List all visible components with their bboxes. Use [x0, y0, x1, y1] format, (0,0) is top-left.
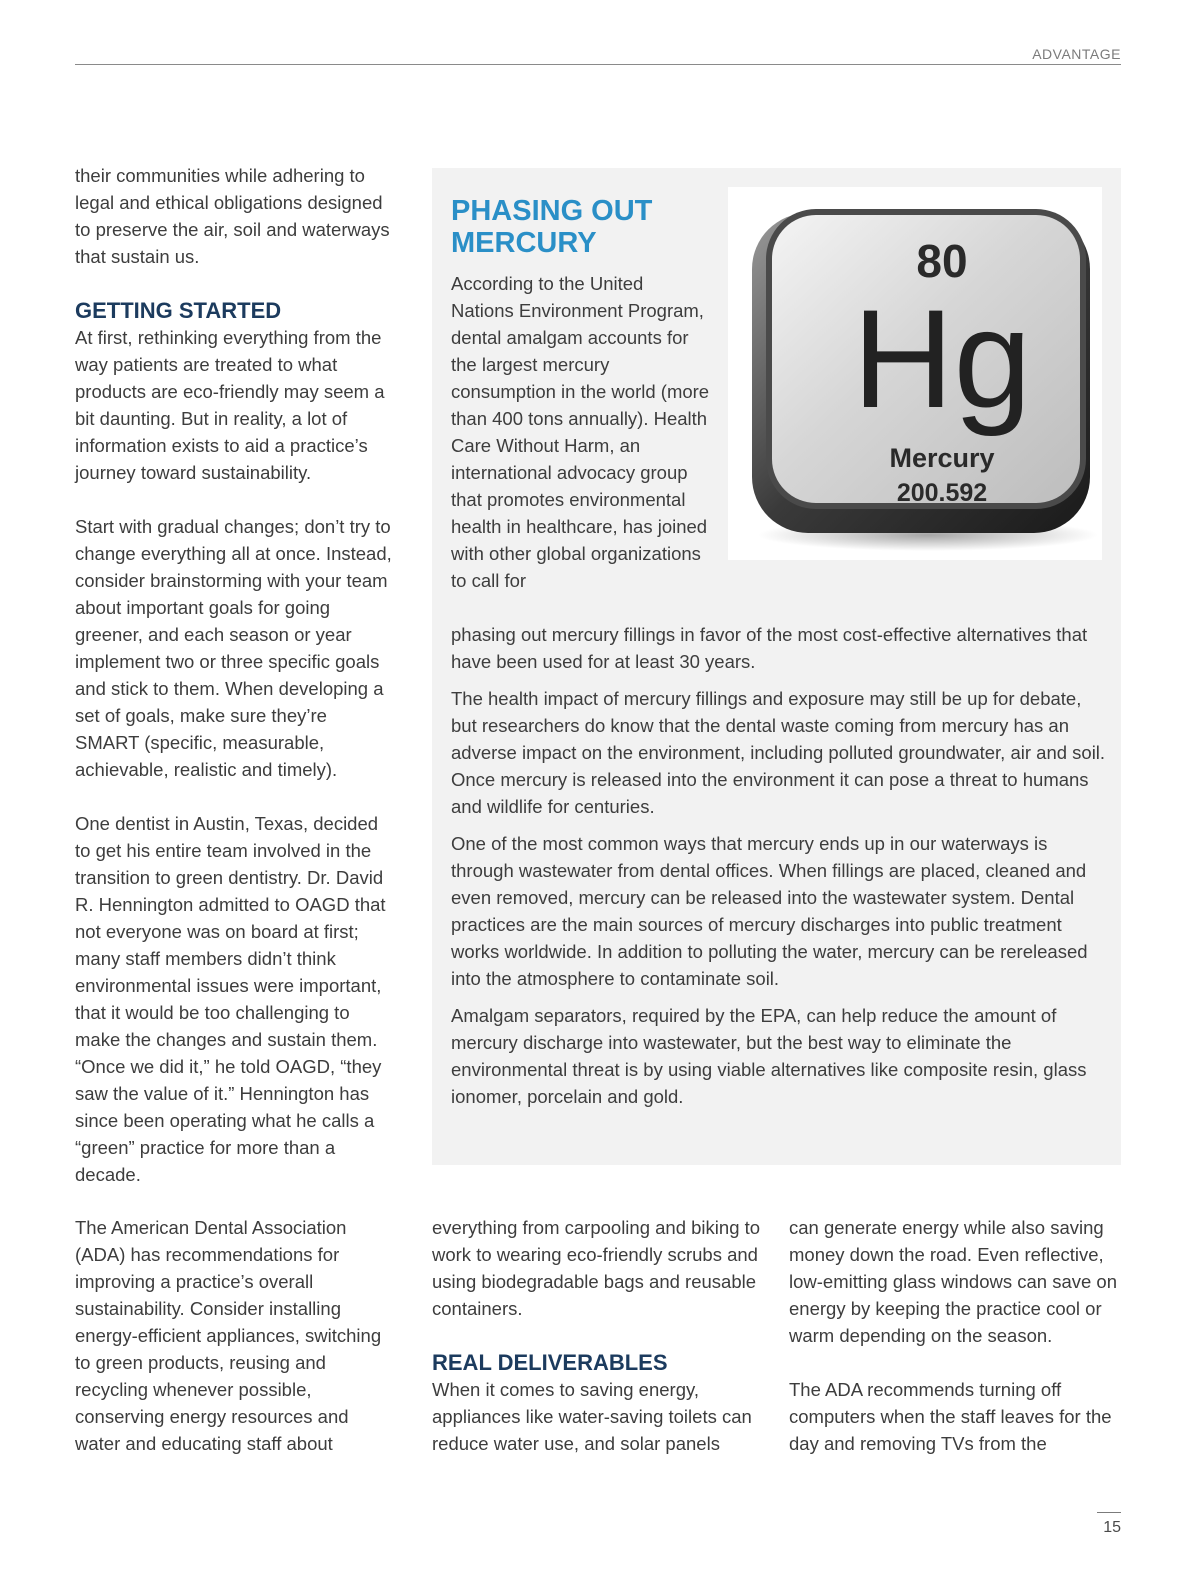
- element-mass: 200.592: [896, 479, 988, 507]
- sidebar-title: PHASING OUT MERCURY: [451, 195, 653, 259]
- page-number: 15: [1097, 1512, 1121, 1537]
- sidebar-paragraph: Amalgam separators, required by the EPA, can help reduce the amount of mercury discharge into wastewater, but the best way to eliminate the environmental threat is by using viable alternatives like composite resin, glass ionomer, porcelain and gold.: [451, 1005, 1087, 1107]
- sidebar-paragraph: The health impact of mercury fillings and exposure may still be up for debate, but researchers do know that the dental waste coming from mercury has an adverse impact on the environment, including polluted groundwater, air and soil. Once mercury is released into the environment it can pose a threat to humans and wildlife for centuries.: [451, 688, 1106, 817]
- element-number: 80: [916, 235, 968, 287]
- column-bottom-right: [789, 1214, 1125, 1457]
- body-paragraph: can generate energy while also saving money down the road. Even reflective, low-emitting glass windows can save on energy by keeping the practice cool or warm depending on the season.: [789, 1217, 1118, 1346]
- body-paragraph: The ADA recommends turning off computers when the staff leaves for the day and removing TVs from the: [789, 1379, 1112, 1454]
- body-paragraph: One dentist in Austin, Texas, decided to get his entire team involved in the transition to green dentistry. Dr. David R. Hennington admitted to OAGD that not everyone was on board at first; many staff members didn’t think environmental issues were important, that it would be too challenging to make the changes and sustain them. “Once we did it,” he told OAGD, “they saw the value of it.” Hennington has since been operating what he calls a “green” practice for more than a decade.: [75, 813, 386, 1185]
- column-bottom-middle: [432, 1214, 767, 1457]
- section-heading-real-deliverables: REAL DELIVERABLES: [432, 1350, 668, 1375]
- body-paragraph: their communities while adhering to legal and ethical obligations designed to preserve the air, soil and waterways that sustain us.: [75, 165, 390, 267]
- sidebar-body: [451, 621, 1111, 1110]
- sidebar-paragraph: phasing out mercury fillings in favor of the most cost-effective alternatives that have been used for at least 30 years.: [451, 624, 1088, 672]
- mercury-element-tile: [728, 187, 1102, 560]
- sidebar-paragraph: One of the most common ways that mercury ends up in our waterways is through wastewater from dental offices. When fillings are placed, cleaned and even removed, mercury can be released into the wastewater system. Dental practices are the main sources of mercury discharges into public treatment works worldwide. In addition to polluting the water, mercury can be rereleased into the atmosphere to contaminate soil.: [451, 833, 1088, 989]
- column-bottom-left: [75, 1214, 395, 1457]
- body-paragraph: The American Dental Association (ADA) has recommendations for improving a practice’s overall sustainability. Consider installing energy-efficient appliances, switching to green products, reusing and recycling whenever possible, conserving energy resources and water and educating staff about: [75, 1217, 382, 1454]
- body-paragraph: At first, rethinking everything from the way patients are treated to what products are eco-friendly may seem a bit daunting. But in reality, a lot of information exists to aid a practice’s journey toward sustainability.: [75, 327, 385, 483]
- section-heading-getting-started: GETTING STARTED: [75, 298, 282, 323]
- sidebar-intro: According to the United Nations Environment Program, dental amalgam accounts for the largest mercury consumption in the world (more than 400 tons annually). Health Care Without Harm, an international advocacy group that promotes environmental health in healthcare, has joined with other global organizations to call for: [451, 273, 710, 591]
- running-header: ADVANTAGE: [1032, 46, 1121, 62]
- body-paragraph: Start with gradual changes; don’t try to change everything all at once. Instead, consider brainstorming with your team about important goals for going greener, and each season or year implement two or three specific goals and stick to them. When developing a set of goals, make sure they’re SMART (specific, measurable, achievable, realistic and timely).: [75, 516, 392, 780]
- body-paragraph: When it comes to saving energy, appliances like water-saving toilets can reduce water use, and solar panels: [432, 1379, 752, 1454]
- column-left-top: [75, 162, 395, 1188]
- element-name: Mercury: [889, 443, 995, 473]
- header-rule: [75, 64, 1121, 65]
- element-symbol: Hg: [852, 280, 1032, 437]
- mercury-element-photo: [728, 187, 1102, 560]
- body-paragraph: everything from carpooling and biking to work to wearing eco-friendly scrubs and using biodegradable bags and reusable containers.: [432, 1217, 761, 1319]
